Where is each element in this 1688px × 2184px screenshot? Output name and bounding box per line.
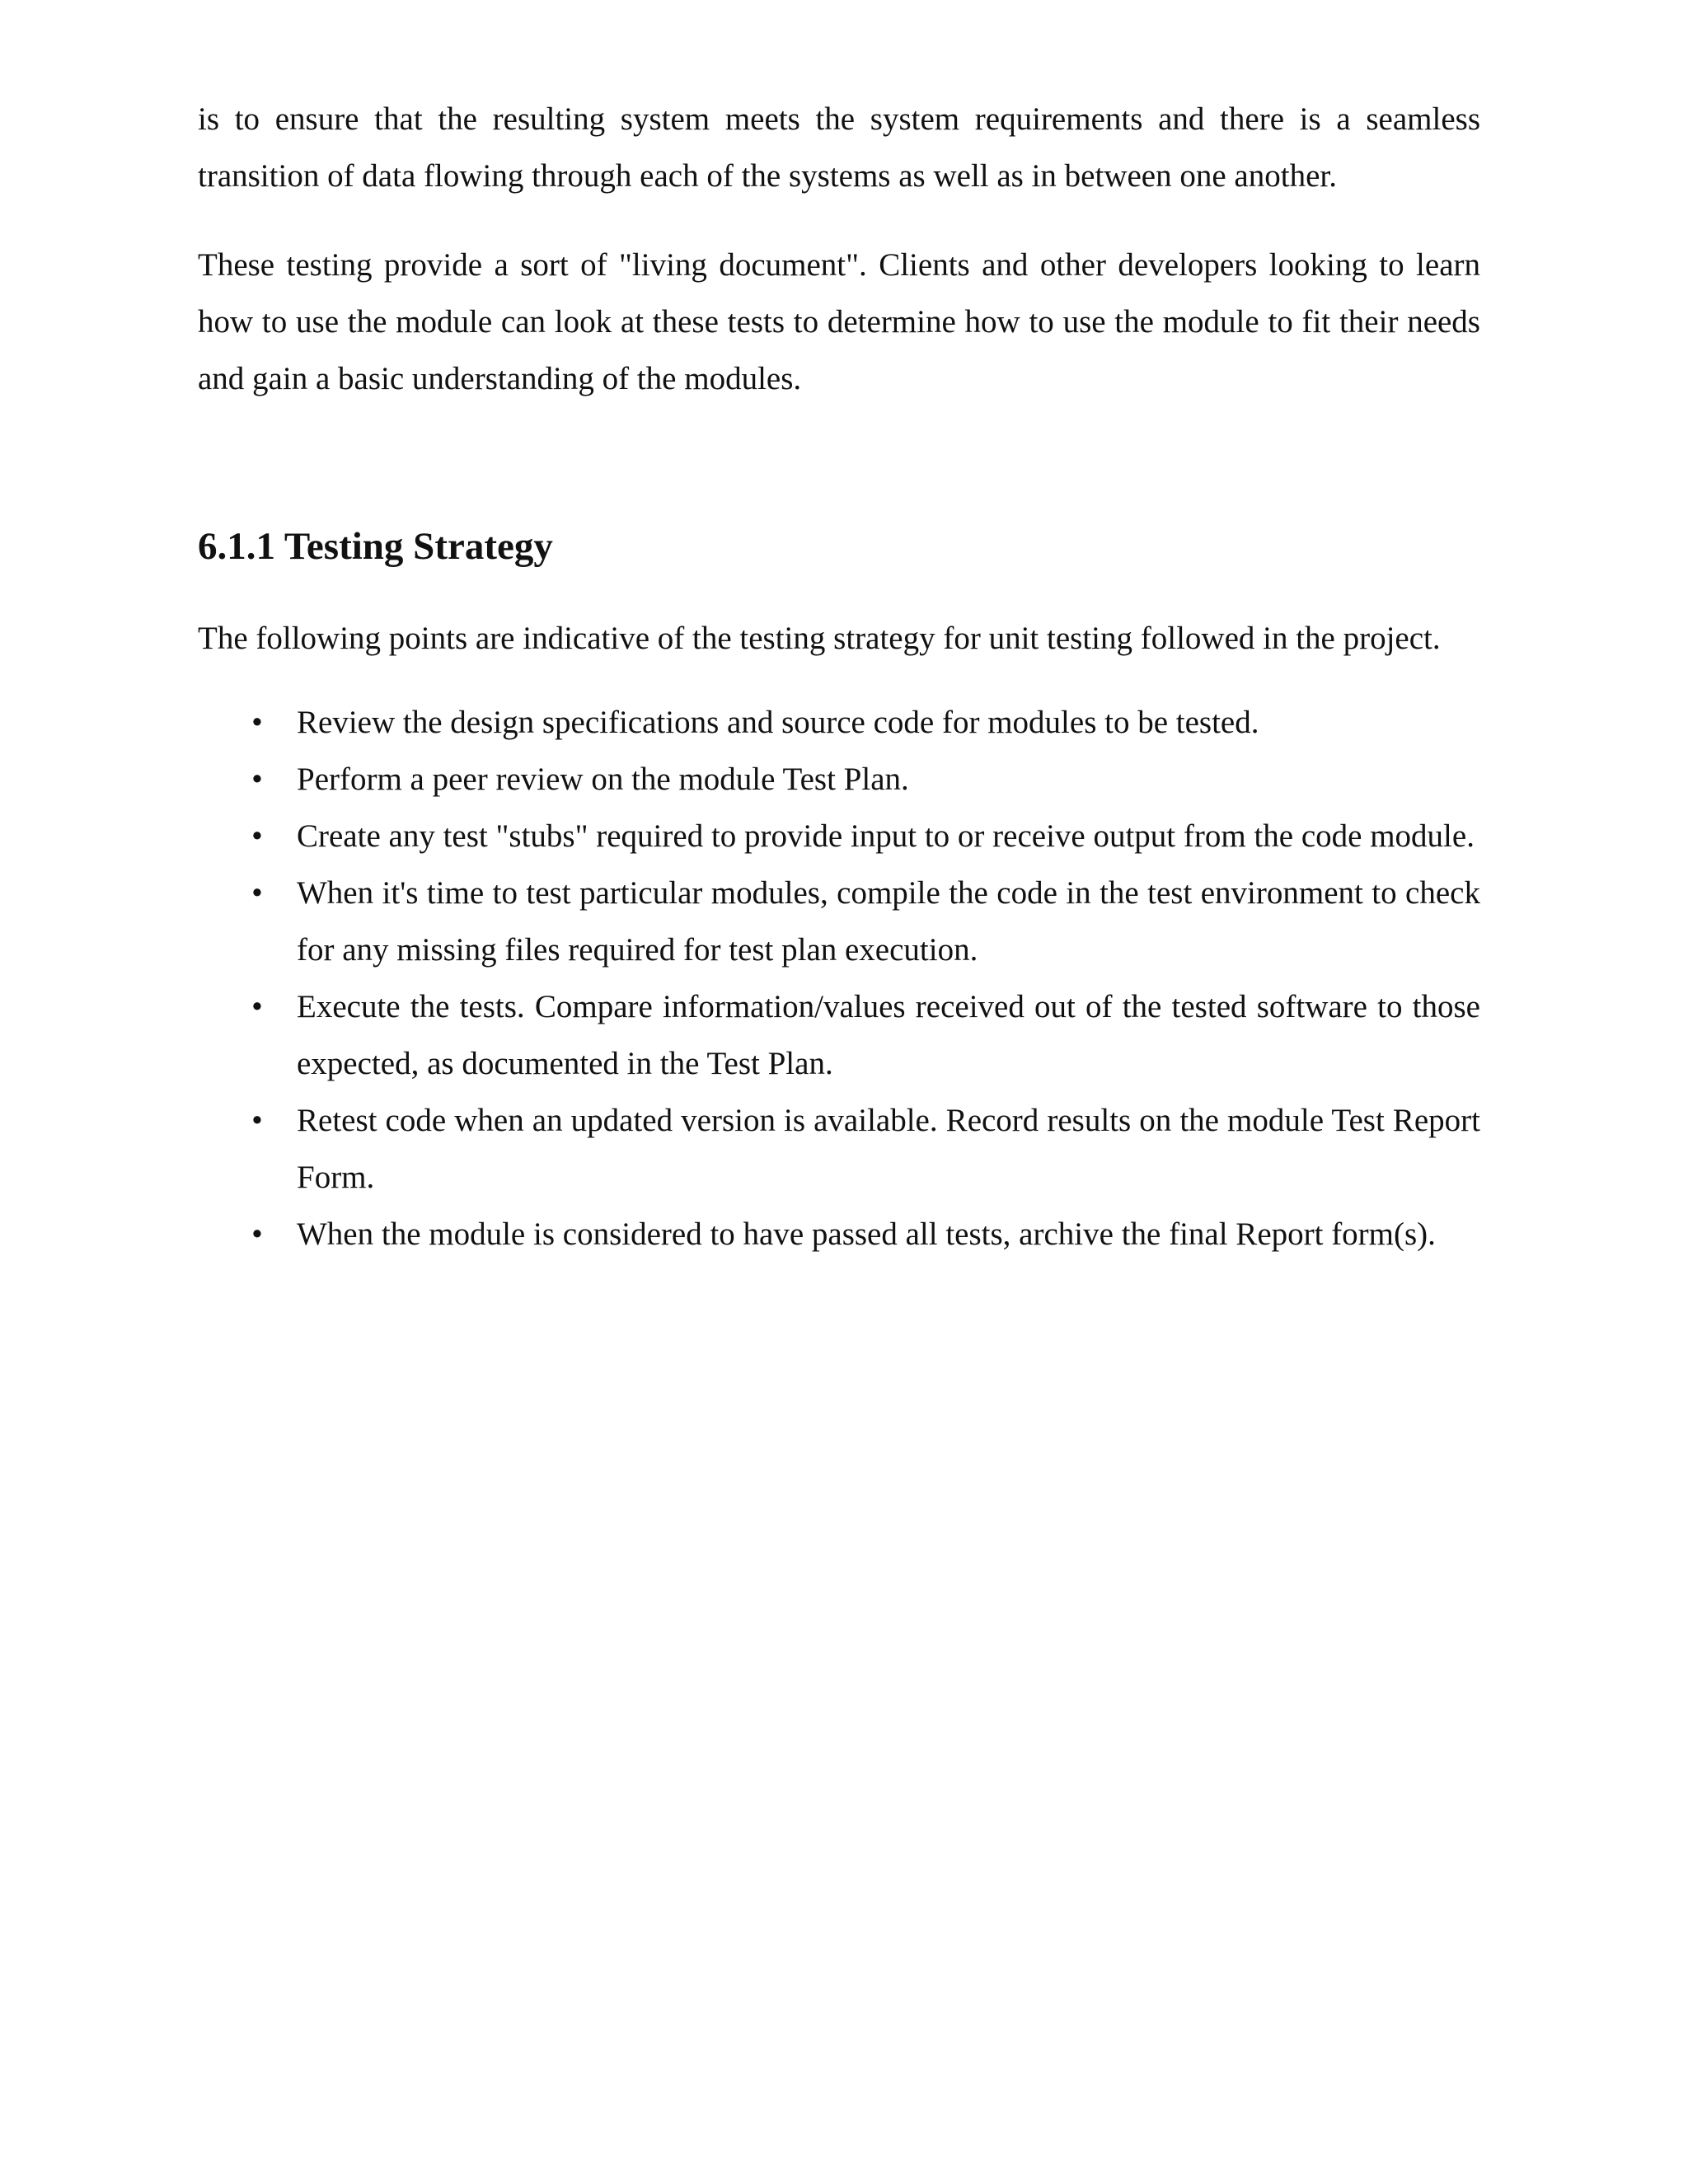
list-item [198, 978, 1480, 1092]
list-item [198, 1206, 1480, 1263]
paragraph-living-document: These testing provide a sort of "living document". Clients and other developers looking to learn how to use the module can look at these tests to determine how to use the module to fit their needs and gain a basic understanding of the modules. [198, 247, 1480, 396]
list-item [198, 1092, 1480, 1206]
bullet-icon: • [251, 818, 263, 854]
list-item [198, 751, 1480, 808]
bullet-text: When it's time to test particular modules, compile the code in the test environment to check for any missing files required for test plan execution. [297, 875, 1480, 968]
bullet-icon: • [251, 875, 263, 911]
bullet-text: Retest code when an updated version is available. Record results on the module Test Report Form. [297, 1103, 1480, 1195]
bullet-text: Perform a peer review on the module Test Plan. [297, 762, 909, 797]
bullet-text: Execute the tests. Compare information/values received out of the tested software to those expected, as documented in the Test Plan. [297, 989, 1480, 1081]
list-item [198, 694, 1480, 751]
bullet-icon: • [251, 705, 263, 740]
section-heading: 6.1.1 Testing Strategy [198, 525, 553, 568]
bullet-icon: • [251, 989, 263, 1024]
bullet-text: Create any test "stubs" required to provide input to or receive output from the code module. [297, 818, 1475, 854]
bullet-icon: • [251, 1103, 263, 1138]
list-item [198, 865, 1480, 978]
bullet-text: Review the design specifications and source code for modules to be tested. [297, 705, 1259, 740]
bullet-icon: • [251, 1216, 263, 1252]
bullet-icon: • [251, 762, 263, 797]
strategy-bullet-list [198, 694, 1480, 1263]
bullet-text: When the module is considered to have passed all tests, archive the final Report form(s). [297, 1216, 1436, 1252]
list-item [198, 808, 1480, 865]
paragraph-continuation: is to ensure that the resulting system meets the system requirements and there is a seamless transition of data flowing through each of the systems as well as in between one another. [198, 101, 1480, 194]
section-intro: The following points are indicative of the testing strategy for unit testing followed in the project. [198, 621, 1441, 656]
